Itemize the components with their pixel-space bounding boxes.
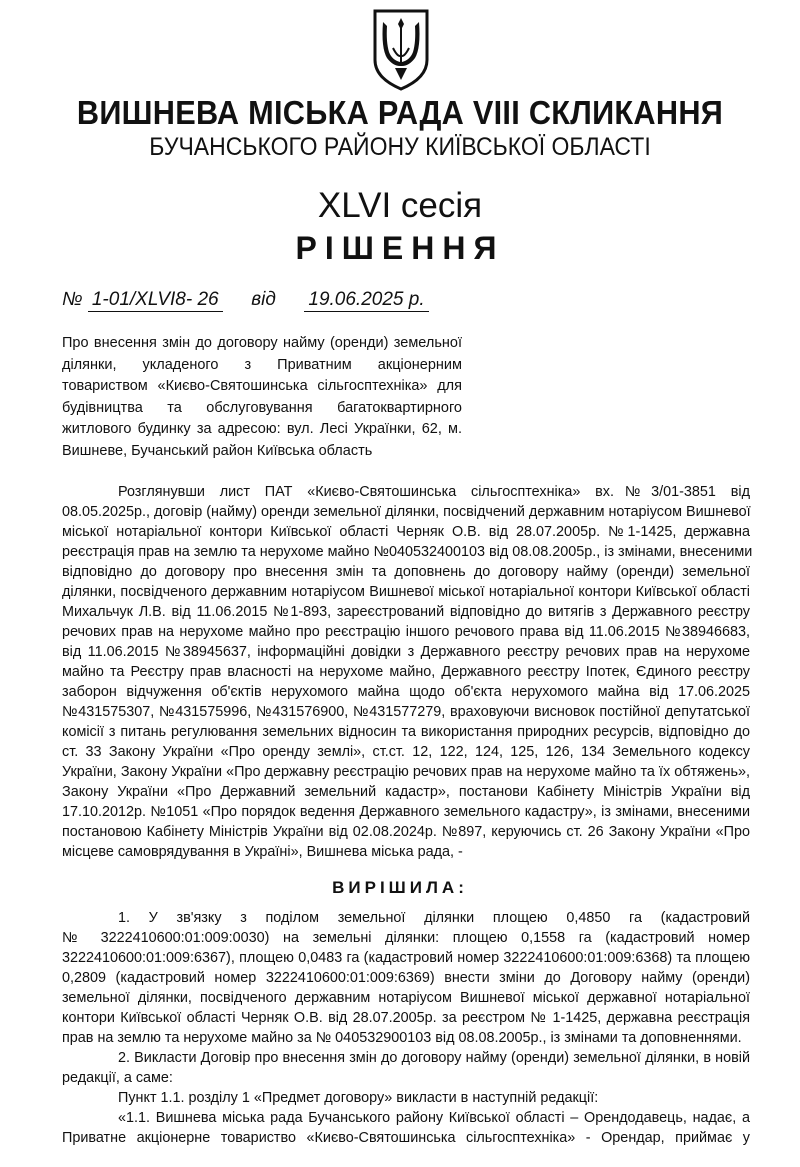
preamble-line: Закону України «Про Державний земельний кадастр», постанови Кабінету Міністрів України від xyxy=(62,784,750,800)
preamble-line: майно та Реєстру прав власності на нерухоме майно, Державного реєстру Іпотек, Єдиного реєстру xyxy=(62,664,750,680)
date-from-label: від xyxy=(251,289,276,310)
body-line: 0,2809 (кадастровий номер 3222410600:01:009:6369) внести зміни до Договору найму (оренди) xyxy=(62,970,750,986)
decision-date: 19.06.2025 р. xyxy=(304,289,428,312)
body-line: контори Київської області Черняк О.В. від 28.07.2005р. за реєстром № 1-1425, державна реєстрація xyxy=(62,1010,750,1026)
body-line: прав на землю та нерухоме майно за № 040532900103 від 08.08.2005р., із змінами та доповненнями. xyxy=(62,1030,742,1046)
preamble-line: ст. 33 Закону України «Про оренду землі», ст.ст. 12, 122, 124, 125, 126, 134 Земельного кодексу xyxy=(62,744,750,760)
preamble-line: речових прав на нерухоме майно про реєстрацію іншого речового права від 11.06.2015 №38946683, xyxy=(62,624,750,640)
preamble-line: реєстрація прав на землю та нерухоме майно №040532400103 від 08.08.2005р., із змінами, внесеними xyxy=(62,544,753,560)
body-line: 2. Викласти Договір про внесення змін до договору найму (оренди) земельної ділянки, в новій xyxy=(118,1050,750,1066)
trident-coat-of-arms-icon xyxy=(371,8,431,92)
preamble-line: ділянки, посвідченого державним нотаріусом Вишневої міської нотаріальної контори Київської області xyxy=(62,584,750,600)
preamble-line: 08.05.2025р., договір (найму) оренди земельної ділянки, посвідчений державним нотаріусом Вишневої xyxy=(62,504,751,520)
body-line: земельної ділянки, посвідченого державним нотаріусом Вишневої міської державної нотаріальної xyxy=(62,990,750,1006)
preamble-line: від 11.06.2015 №38945637, інформаційні довідки з Державного реєстру речових прав на нерухоме xyxy=(62,644,750,660)
decision-heading: РІШЕННЯ xyxy=(295,230,505,266)
preamble-line: міської нотаріальної контори Київської області Черняк О.В. від 28.07.2005р. №1-1425, державна xyxy=(62,524,750,540)
body-line: Приватне акціонерне товариство «Києво-Святошинська сільгосптехніка» - Орендар, приймає у xyxy=(62,1130,750,1146)
preamble-line: 17.10.2012р. №1051 «Про порядок ведення Державного земельного кадастру», із змінами, внесеними xyxy=(62,804,750,820)
preamble-line: комісії з питань регулювання земельних відносин та використання природних ресурсів, відповідно до xyxy=(62,724,750,740)
session-label: XLVI сесія xyxy=(317,186,483,225)
preamble-line: відповідно до договору про внесення змін та доповнень до договору найму (оренди) земельної xyxy=(62,564,750,580)
number-prefix: № xyxy=(62,289,83,310)
body-line: редакції, а саме: xyxy=(62,1070,173,1086)
preamble-line: України, Закону України «Про державну реєстрацію речових прав на нерухоме майно та їх обтяжень», xyxy=(62,764,750,780)
council-title: ВИШНЕВА МІСЬКА РАДА VIII СКЛИКАННЯ xyxy=(76,94,724,131)
decision-subject: Про внесення змін до договору найму (оренди) земельної ділянки, укладеного з Приватним акціонерним товариством «Києво-Святошинська сільгосптехніка» для будівництва та обслуговування багатоквартирного житлового будинку за адресою: вул. Лесі Українки, 62, м. Вишневе, Бучанський район Київська область xyxy=(62,335,462,459)
preamble-line: №431575307, №431575996, №431576900, №431577279, враховуючи висновок постійної депутатської xyxy=(62,704,750,720)
body-line: 1. У зв'язку з поділом земельної ділянки площею 0,4850 га (кадастровий xyxy=(118,910,750,926)
preamble-line: постановою Кабінету Міністрів України від 02.08.2024р. №897, керуючись ст. 26 Закону України «Про xyxy=(62,824,750,840)
preamble-line: Розглянувши лист ПАТ «Києво-Святошинська сільгосптехніка» вх.№3/01-3851 від xyxy=(118,484,750,500)
body-line: «1.1. Вишнева міська рада Бучанського району Київської області – Орендодавець, надає, а xyxy=(118,1110,750,1126)
preamble-line: заборон відчуження об'єктів нерухомого майна щодо об'єкта нерухомого майна від 17.06.2025 xyxy=(62,684,750,700)
body-line: № 3222410600:01:009:0030) на земельні ділянки: площею 0,1558 га (кадастровий номер xyxy=(62,930,750,946)
preamble-line: Михальчук Л.В. від 11.06.2015 №1-893, зареєстрований відповідно до витягів з Державного реєстру xyxy=(62,604,750,620)
decision-number: 1-01/XLVI8- 26 xyxy=(88,289,223,312)
preamble-line: місцеве самоврядування в Україні», Вишнева міська рада, - xyxy=(62,844,463,860)
decision-number-line xyxy=(62,289,429,312)
body-line: Пункт 1.1. розділу 1 «Предмет договору» викласти в наступній редакції: xyxy=(118,1090,599,1106)
district-subtitle: БУЧАНСЬКОГО РАЙОНУ КИЇВСЬКОЇ ОБЛАСТІ xyxy=(149,133,651,161)
resolved-heading: ВИРІШИЛА: xyxy=(332,878,468,897)
body-line: 3222410600:01:009:6367), площею 0,0483 га (кадастровий номер 3222410600:01:009:6368) та площею xyxy=(62,950,750,966)
